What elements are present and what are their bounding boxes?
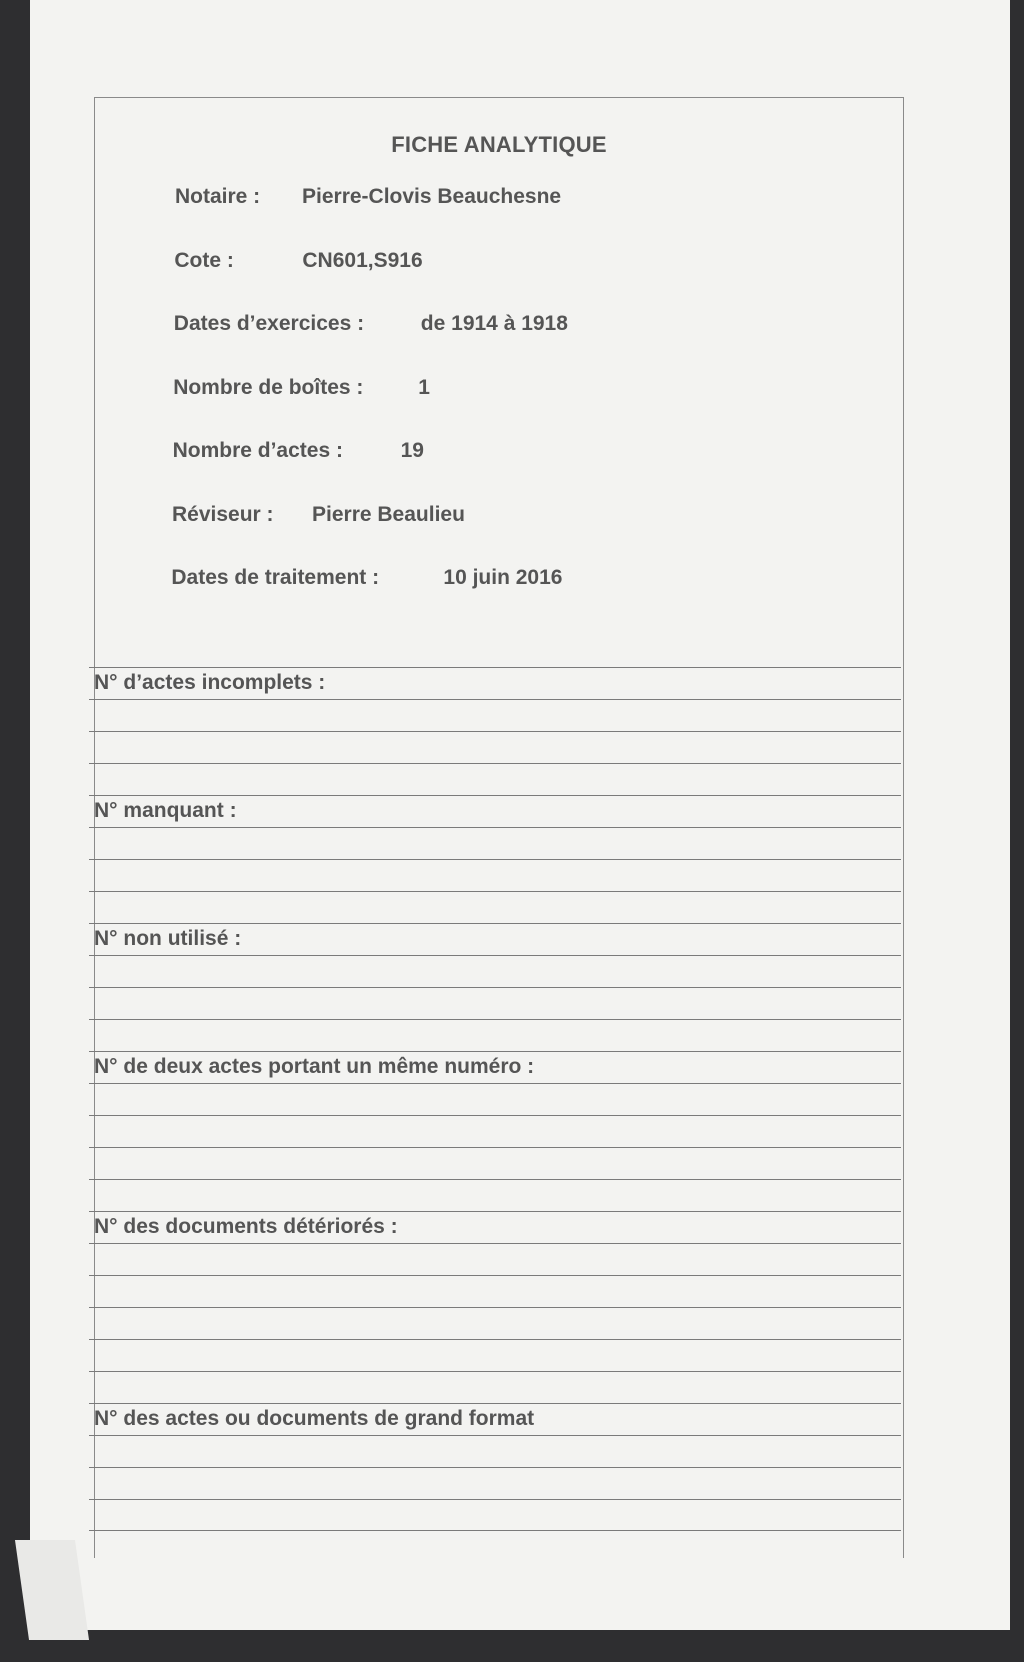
blank-entry-row[interactable] bbox=[89, 1243, 901, 1275]
field-row bbox=[172, 439, 424, 463]
field-row bbox=[173, 375, 430, 400]
field-row bbox=[171, 566, 563, 590]
field-row bbox=[173, 312, 568, 336]
blank-entry-row[interactable] bbox=[89, 1147, 901, 1179]
blank-entry-row[interactable] bbox=[89, 1115, 901, 1147]
section-heading: N° de deux actes portant un même numéro : bbox=[89, 1051, 901, 1083]
field-row bbox=[172, 502, 465, 527]
field-label: Nombre d’actes : bbox=[172, 439, 343, 462]
sections-table bbox=[89, 667, 901, 1531]
section-heading: N° non utilisé : bbox=[89, 923, 901, 955]
section-heading: N° d’actes incomplets : bbox=[89, 667, 901, 699]
field-label: Dates d’exercices : bbox=[173, 312, 365, 335]
form-title: FICHE ANALYTIQUE bbox=[391, 132, 607, 157]
blank-entry-row[interactable] bbox=[89, 955, 901, 987]
blank-entry-row[interactable] bbox=[89, 859, 901, 891]
blank-entry-row[interactable] bbox=[89, 1339, 901, 1371]
field-value: de 1914 à 1918 bbox=[420, 312, 568, 335]
field-label: Dates de traitement : bbox=[171, 566, 380, 589]
blank-entry-row[interactable] bbox=[89, 827, 901, 859]
blank-entry-row[interactable] bbox=[89, 987, 901, 1019]
field-label: Réviseur : bbox=[172, 502, 274, 526]
blank-entry-row[interactable] bbox=[89, 1467, 901, 1499]
field-value: Pierre-Clovis Beauchesne bbox=[302, 185, 562, 208]
section-heading: N° manquant : bbox=[89, 795, 901, 827]
blank-entry-row[interactable] bbox=[89, 731, 901, 763]
blank-entry-row[interactable] bbox=[89, 1275, 901, 1307]
blank-entry-row[interactable] bbox=[89, 1435, 901, 1467]
blank-entry-row[interactable] bbox=[89, 1499, 901, 1531]
blank-entry-row[interactable] bbox=[89, 1083, 901, 1115]
blank-entry-row[interactable] bbox=[89, 763, 901, 795]
section-heading: N° des documents détériorés : bbox=[89, 1211, 901, 1243]
blank-entry-row[interactable] bbox=[89, 1307, 901, 1339]
field-value: 1 bbox=[418, 375, 430, 399]
blank-entry-row[interactable] bbox=[89, 1179, 901, 1211]
form-box bbox=[94, 97, 904, 1558]
field-row bbox=[174, 248, 423, 273]
field-value: Pierre Beaulieu bbox=[312, 502, 465, 526]
field-label: Notaire : bbox=[175, 185, 261, 208]
field-value: CN601,S916 bbox=[302, 248, 423, 272]
blank-entry-row[interactable] bbox=[89, 1019, 901, 1051]
field-label: Nombre de boîtes : bbox=[173, 375, 364, 399]
field-row bbox=[175, 185, 562, 209]
section-heading: N° des actes ou documents de grand format bbox=[89, 1403, 901, 1435]
field-value: 19 bbox=[400, 439, 424, 462]
field-label: Cote : bbox=[174, 248, 234, 272]
blank-entry-row[interactable] bbox=[89, 1371, 901, 1403]
field-value: 10 juin 2016 bbox=[443, 566, 563, 589]
blank-entry-row[interactable] bbox=[89, 891, 901, 923]
blank-entry-row[interactable] bbox=[89, 699, 901, 731]
